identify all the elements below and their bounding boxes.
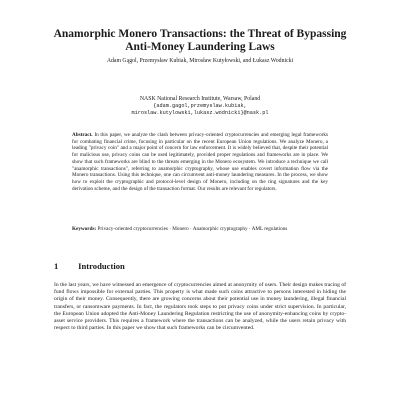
section-heading-introduction — [54, 261, 346, 271]
abstract-label: Abstract. — [72, 132, 93, 138]
email-line-2: miroslaw.kutylowski,lukasz.wodnicki}@nask.pl — [131, 110, 269, 117]
author-list: Adam Gągol, Przemysław Kubiak, Mirosław Kutyłowski, and Łukasz Wodnicki — [106, 58, 294, 64]
keywords-text: Privacy-oriented cryptocurrencies · Monero · Anamorphic cryptography · AML regulations — [97, 226, 288, 232]
abstract-text: In this paper, we analyze the clash between privacy-oriented cryptocurrencies and emerging legal frameworks for combating financial crime, focusing in particular on the recent European Union regulations. We analyze Monero, a leading "privacy coin" and a major point of concern for law enforcement. It is widely believed that, despite their potential for malicious use, privacy coins can be used legitimately, provided proper regulations and frameworks are in place. We show that such frameworks are blind to the threats emerging in the Monero ecosystem. We introduce a technique we call "anamorphic transactions", referring to anamorphic cryptography, whose use enables covert information flow via the Monero transactions. Using this technique, one can circumvent anti-money laundering measures. In the process, we show how to exploit the cryptographic and protocol-level design of Monero, including on the ring signatures and the key derivation scheme, and the design of the transaction format. Our results are relevant for regulators. — [72, 132, 329, 192]
email-line-1: {adam.gagol,przemyslaw.kubiak, — [153, 103, 247, 110]
affiliation-block — [60, 96, 340, 118]
affiliation-name: NASK National Research Institute, Warsaw, Poland — [139, 96, 261, 102]
introduction-text: In the last years, we have witnessed an emergence of cryptocurrencies aimed at anonymity of users. Their design makes tracing of fund flows impossible for external parties. This property is what made such coins attractive to persons interested in hiding the origin of their money. Consequently, there are growing concerns about their potential use in money laundering, illegal financial transfers, or ransomware payments. In fact, the regulators took steps to put privacy coins under strict supervision. In particular, the European Union adopted the Anti-Money Laundering Regulation restricting the use of anonymity-enhancing coins by crypto-asset service providers. This requires a framework where the transactions can be analyzed, while the users retain privacy with respect to third parties. In this paper we show that such frameworks can be circumvented. — [54, 282, 346, 332]
section-title: Introduction — [78, 261, 125, 271]
paper-title: Anamorphic Monero Transactions: the Threat of Bypassing Anti-Money Laundering Laws — [53, 28, 347, 53]
keywords — [72, 226, 328, 233]
keywords-label: Keywords: — [72, 226, 97, 232]
section-number: 1 — [54, 261, 59, 271]
abstract — [72, 132, 328, 192]
